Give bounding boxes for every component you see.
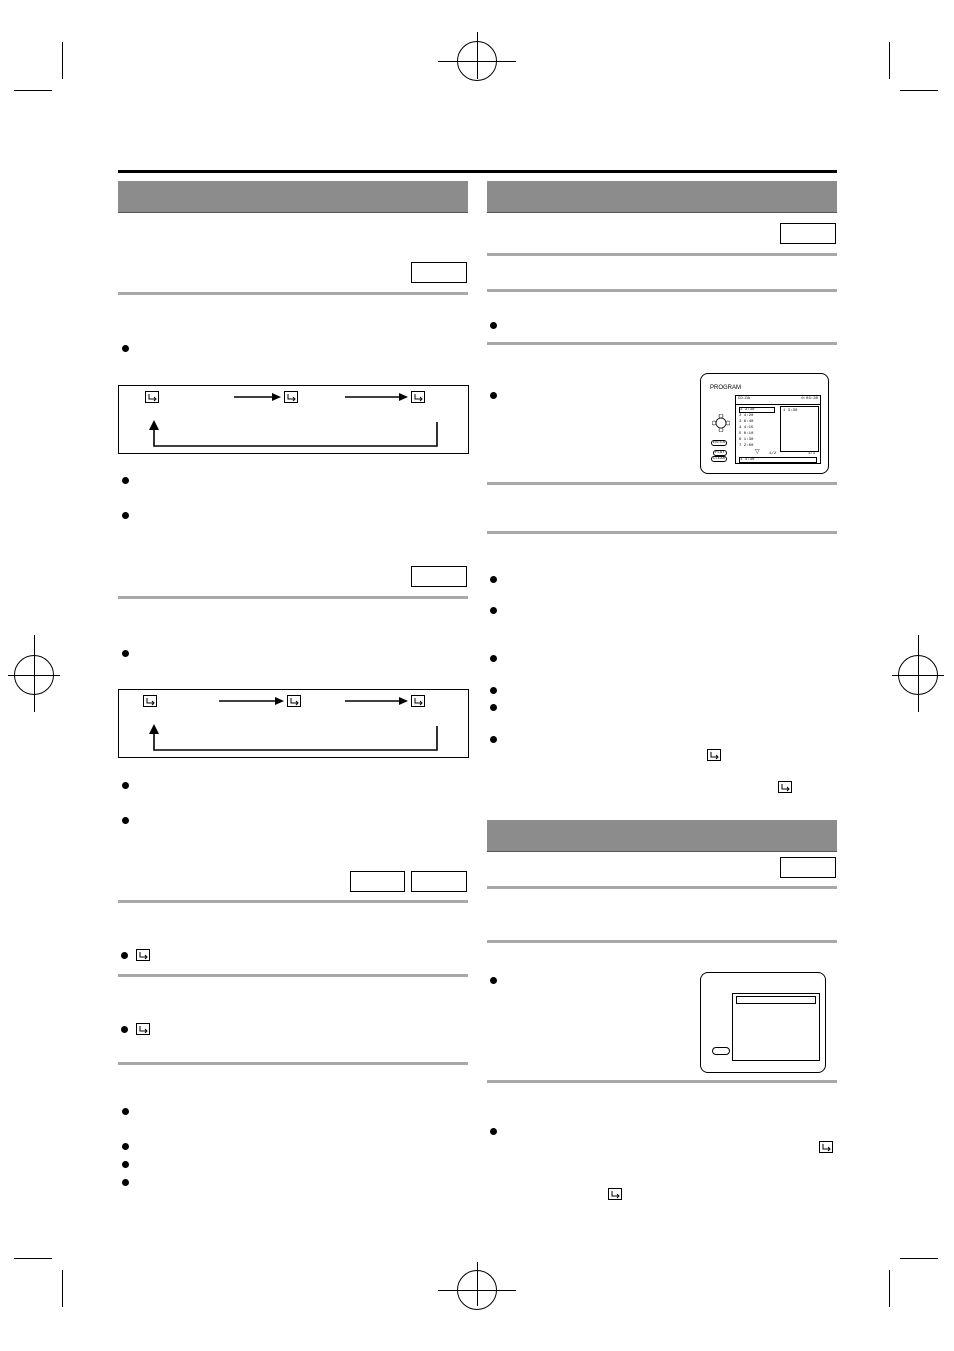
bullet bbox=[490, 655, 497, 662]
bullet bbox=[122, 1161, 129, 1168]
repeat-icon bbox=[411, 695, 425, 707]
bullet bbox=[490, 392, 497, 399]
arrow-right-icon bbox=[345, 392, 409, 402]
program-title: PROGRAM bbox=[710, 385, 742, 391]
bullet bbox=[490, 736, 497, 743]
repeat-icon bbox=[145, 391, 159, 403]
bullet bbox=[122, 477, 129, 484]
bullet bbox=[490, 687, 497, 694]
bullet bbox=[121, 1026, 128, 1033]
disc-tag bbox=[780, 857, 836, 878]
arrow-right-icon bbox=[345, 696, 409, 706]
bullet bbox=[490, 704, 497, 711]
disc-type: CD-DA bbox=[738, 397, 751, 401]
header-rule bbox=[118, 170, 837, 173]
repeat-icon bbox=[284, 391, 298, 403]
section-rule bbox=[487, 1080, 837, 1083]
repeat-icon bbox=[608, 1188, 622, 1200]
repeat-icon bbox=[778, 781, 792, 793]
repeat-icon bbox=[707, 749, 721, 761]
section-rule bbox=[487, 886, 837, 889]
disc-tag bbox=[411, 566, 467, 587]
bullet bbox=[490, 607, 497, 614]
arrow-right-icon bbox=[219, 696, 285, 706]
bullet bbox=[122, 782, 129, 789]
clear-key: CLEAR bbox=[713, 457, 726, 461]
repeat-cycle-diagram bbox=[118, 689, 469, 758]
program-entry: 1 3:30 bbox=[783, 409, 798, 413]
section-rule bbox=[118, 292, 468, 295]
bullet bbox=[122, 345, 129, 352]
repeat-icon bbox=[287, 695, 301, 707]
oval-key bbox=[712, 1047, 730, 1055]
section-rule bbox=[487, 342, 837, 345]
screen-panel bbox=[732, 993, 820, 1061]
repeat-icon bbox=[136, 1023, 150, 1035]
repeat-icon bbox=[143, 695, 157, 707]
program-list bbox=[780, 406, 819, 452]
total-time: 0:03:30 bbox=[801, 397, 818, 401]
section-rule bbox=[487, 253, 837, 256]
section-banner-left bbox=[118, 181, 468, 213]
disc-tag bbox=[350, 871, 405, 892]
arrow-right-icon bbox=[234, 392, 282, 402]
page-right: 1/1 bbox=[808, 452, 816, 456]
disc-tag bbox=[780, 223, 836, 244]
section-rule bbox=[118, 900, 468, 903]
bullet bbox=[490, 576, 497, 583]
enter-key: ENTER bbox=[713, 441, 726, 445]
section-rule bbox=[487, 289, 837, 292]
track-row: 5 0:10 bbox=[739, 432, 754, 436]
program-header bbox=[736, 396, 820, 405]
bullet bbox=[122, 1143, 129, 1150]
highlight-bar bbox=[736, 996, 816, 1004]
section-banner-right bbox=[487, 181, 837, 213]
section-banner-right-2 bbox=[487, 820, 837, 852]
repeat-cycle-diagram bbox=[118, 385, 469, 454]
disc-tag bbox=[411, 262, 467, 283]
section-rule bbox=[118, 1062, 468, 1065]
page-left: 1/2 bbox=[769, 452, 777, 456]
bullet bbox=[490, 322, 497, 329]
bullet bbox=[490, 977, 497, 984]
track-row: 7 2:00 bbox=[739, 444, 754, 448]
program-screen bbox=[700, 373, 829, 474]
repeat-icon bbox=[819, 1141, 833, 1153]
section-rule bbox=[487, 482, 837, 485]
section-rule bbox=[487, 940, 837, 943]
return-arrow-icon bbox=[145, 724, 445, 754]
disc-tag bbox=[411, 871, 467, 892]
bullet bbox=[122, 1179, 129, 1186]
scroll-down-icon: ▽ bbox=[755, 449, 760, 455]
repeat-icon bbox=[411, 391, 425, 403]
track-row: 2 4:20 bbox=[739, 414, 754, 418]
program-panel bbox=[735, 395, 821, 464]
bullet bbox=[121, 952, 128, 959]
random-screen bbox=[700, 972, 826, 1073]
track-row: 3 6:40 bbox=[739, 420, 754, 424]
track-row: 1 3:30 bbox=[739, 407, 775, 413]
bullet bbox=[490, 1128, 497, 1135]
repeat-icon bbox=[136, 949, 150, 961]
bottom-track: 1 3:30 bbox=[739, 457, 817, 463]
section-rule bbox=[118, 596, 468, 599]
bullet bbox=[122, 817, 129, 824]
return-arrow-icon bbox=[145, 420, 445, 450]
section-rule bbox=[118, 974, 468, 977]
bullet bbox=[122, 1108, 129, 1115]
section-rule bbox=[487, 531, 837, 534]
bullet bbox=[122, 512, 129, 519]
play-key: PLAY bbox=[715, 451, 725, 455]
bullet bbox=[122, 650, 129, 657]
track-row: 6 1:30 bbox=[739, 438, 754, 442]
dpad-icon bbox=[712, 414, 730, 432]
track-row: 4 4:15 bbox=[739, 426, 754, 430]
